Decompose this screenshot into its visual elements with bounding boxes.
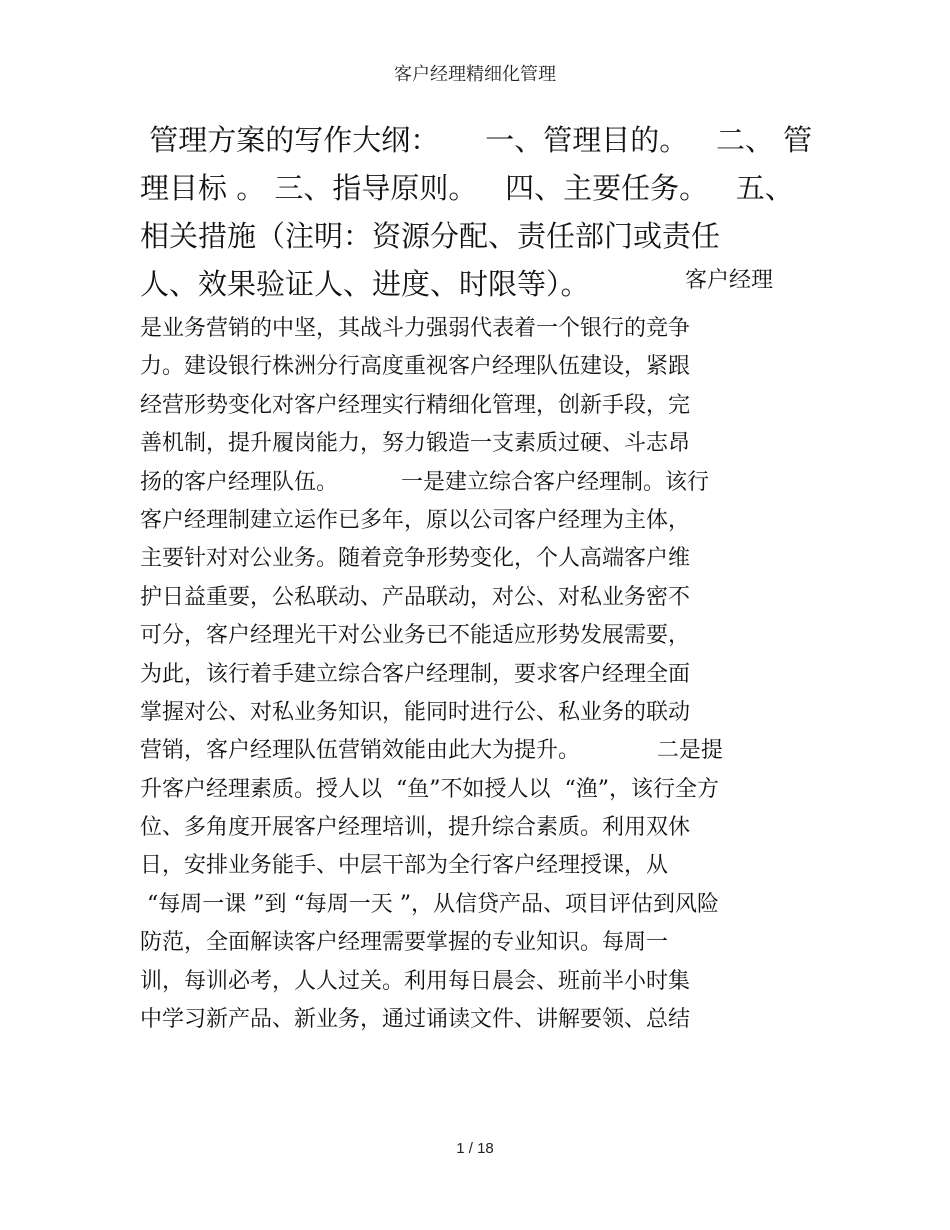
body-line: 掌握对公、对私业务知识，能同时进行公、私业务的联动 bbox=[140, 699, 691, 725]
body-line: 营销，客户经理队伍营销效能由此大为提升。 二是提 bbox=[140, 738, 723, 764]
body-line: 善机制，提升履岗能力，努力锻造一支素质过硬、斗志昂 bbox=[140, 431, 691, 457]
outline-line: 相关措施（注明：资源分配、责任部门或责任 bbox=[140, 219, 721, 253]
body-line: 训，每训必考，人人过关。利用每日晨会、班前半小时集 bbox=[140, 968, 691, 994]
body-line: 客户经理制建立运作已多年，原以公司客户经理为主体， bbox=[140, 507, 691, 533]
outline-line: 管理方案的写作大纲： 一、管理目的。 二、 管 bbox=[140, 123, 813, 157]
page-number: 1 / 18 bbox=[456, 1140, 494, 1157]
body-line: 是业务营销的中坚，其战斗力强弱代表着一个银行的竞争 bbox=[140, 316, 691, 341]
body-line: 升客户经理素质。授人以 “鱼”不如授人以 “渔”，该行全方 bbox=[140, 776, 719, 802]
body-line: 防范，全面解读客户经理需要掌握的专业知识。每周一 bbox=[140, 930, 669, 956]
body-line: “每周一课 ”到 “每周一天 ”，从信贷产品、项目评估到风险 bbox=[140, 891, 719, 917]
body-line: 位、多角度开展客户经理培训，提升综合素质。利用双休 bbox=[140, 815, 691, 841]
body-line: 力。建设银行株洲分行高度重视客户经理队伍建设，紧跟 bbox=[140, 354, 691, 380]
body-line: 扬的客户经理队伍。 一是建立综合客户经理制。该行 bbox=[140, 469, 709, 495]
body-line: 日，安排业务能手、中层干部为全行客户经理授课，从 bbox=[140, 853, 669, 879]
outline-line: 理目标 。 三、指导原则。 四、主要任务。 五、 bbox=[140, 171, 794, 205]
body-line: 为此，该行着手建立综合客户经理制，要求客户经理全面 bbox=[140, 661, 691, 687]
body-line: 可分，客户经理光干对公业务已不能适应形势发展需要， bbox=[140, 623, 691, 649]
body-line: 护日益重要，公私联动、产品联动，对公、对私业务密不 bbox=[140, 584, 691, 610]
body-line: 经营形势变化对客户经理实行精细化管理，创新手段，完 bbox=[140, 392, 691, 418]
outline-line: 人、效果验证人、进度、时限等）。 bbox=[140, 267, 590, 301]
page-header: 客户经理精细化管理 bbox=[394, 64, 556, 85]
body-line-lead: 客户经理 bbox=[685, 268, 774, 293]
body-line: 中学习新产品、新业务，通过诵读文件、讲解要领、总结 bbox=[140, 1007, 691, 1033]
body-line: 主要针对对公业务。随着竞争形势变化，个人高端客户维 bbox=[140, 546, 691, 572]
